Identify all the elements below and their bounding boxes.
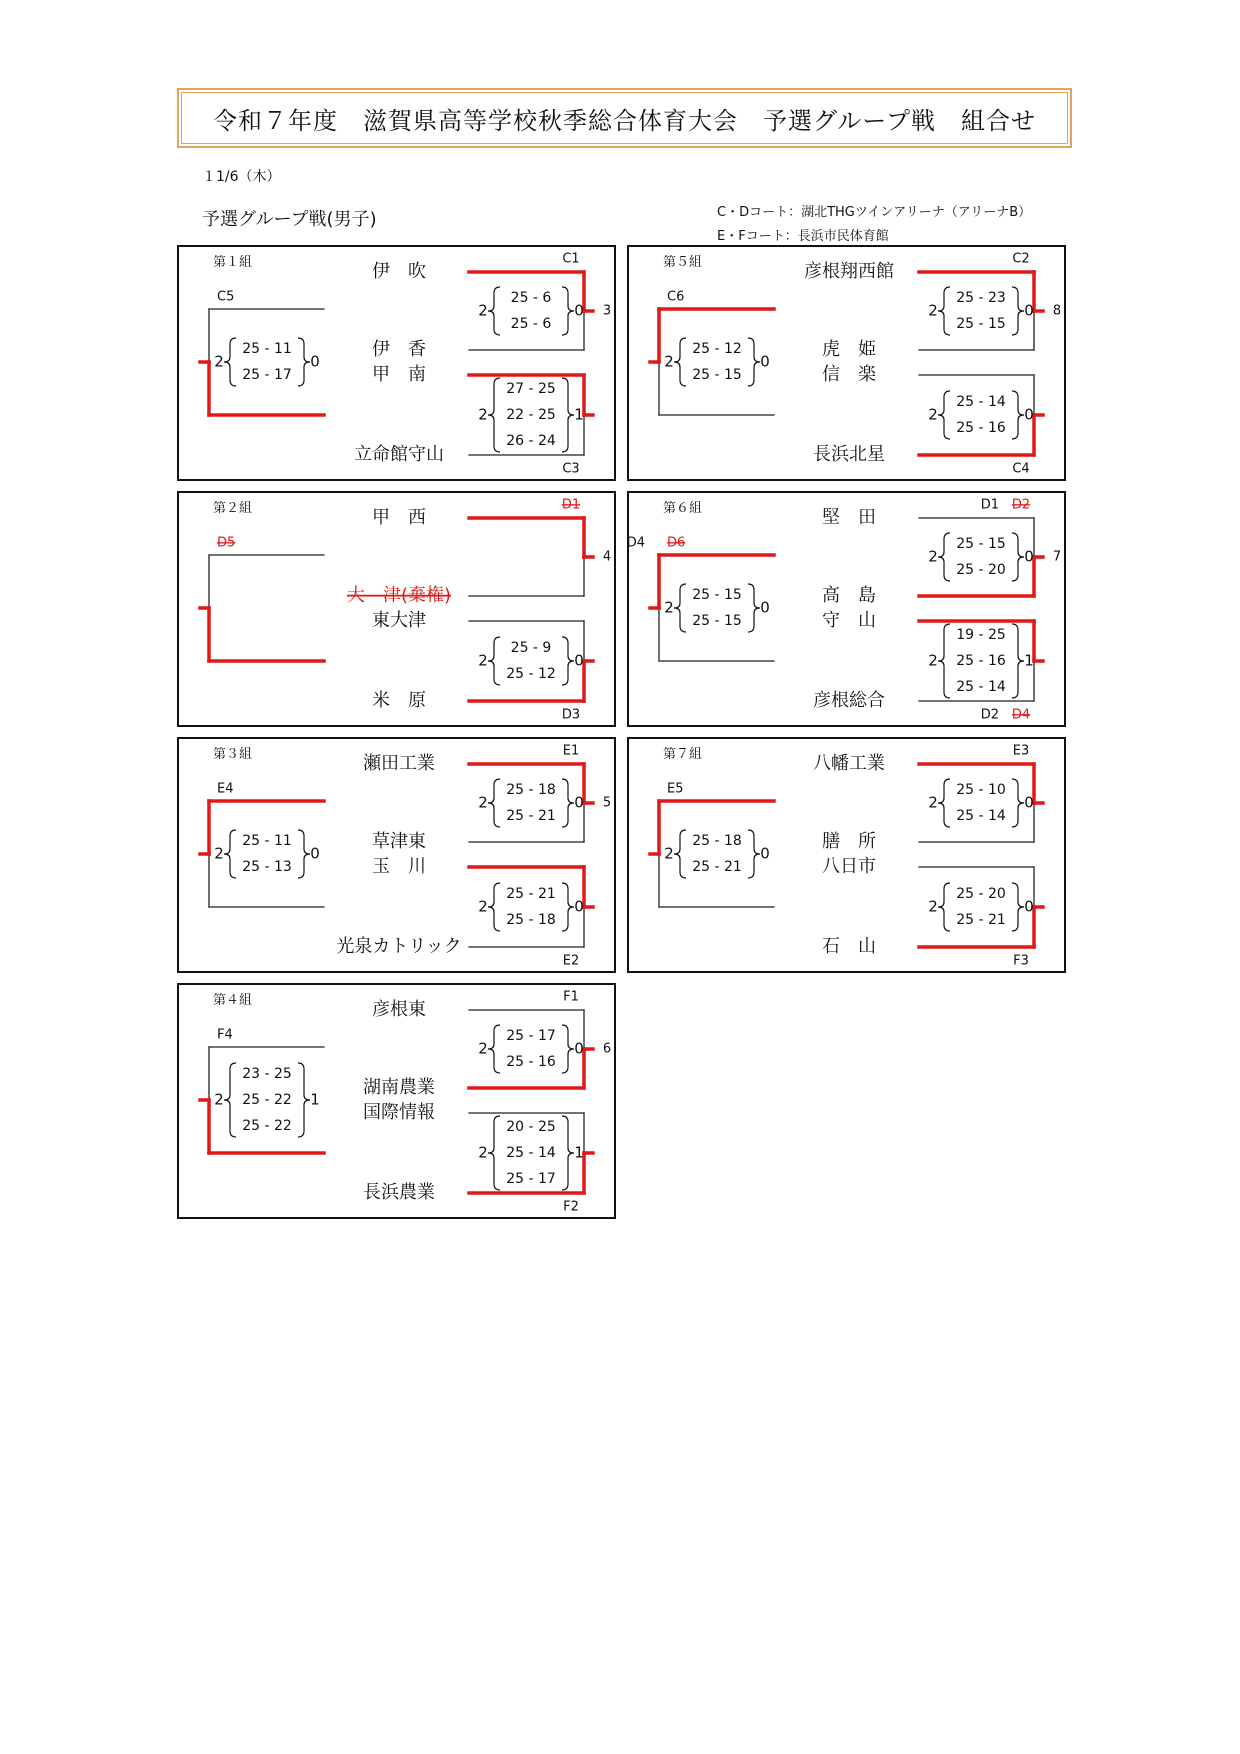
left-match-left-brace (224, 830, 236, 878)
left-match-sets-won-right: 0 (760, 844, 770, 863)
team-name: 長浜北星 (813, 444, 885, 465)
left-match-left-brace (674, 338, 686, 386)
left-match-set-score: 25 - 15 (692, 367, 742, 383)
bottom-match-right-brace (562, 637, 574, 685)
left-match-set-score: 25 - 12 (692, 341, 742, 357)
bottom-match-set-score: 25 - 17 (506, 1171, 556, 1187)
top-match-sets-won-right: 0 (1024, 301, 1034, 320)
team-name: 堅 田 (822, 507, 876, 528)
bottom-match-alt-label: D2 (980, 707, 999, 723)
bottom-match-sets-won-left: 2 (928, 405, 938, 424)
left-match-sets-won-left: 2 (214, 844, 224, 863)
next-match-number: 3 (602, 303, 612, 319)
left-match-set-score: 25 - 17 (242, 367, 292, 383)
bottom-match-sets-won-right: 0 (574, 651, 584, 670)
next-match-number: 4 (602, 549, 612, 565)
bottom-match-label: D4 (1011, 707, 1031, 723)
top-match-set-score: 25 - 16 (506, 1054, 556, 1070)
left-match-set-score: 25 - 11 (242, 341, 292, 357)
group-box (627, 737, 1066, 973)
team-name: 守 山 (822, 610, 876, 631)
next-match-number: 7 (1052, 549, 1062, 565)
top-match-sets-won-left: 2 (478, 301, 488, 320)
team-name: 信 楽 (822, 364, 876, 385)
group-title: 第６組 (663, 501, 703, 516)
top-match-label: F1 (563, 989, 579, 1005)
top-match-sets-won-right: 0 (574, 1039, 584, 1058)
left-match-sets-won-right: 1 (310, 1090, 320, 1109)
group-title: 第７組 (663, 747, 703, 762)
top-match-right-brace (1012, 533, 1024, 581)
group-title: 第２組 (213, 501, 253, 516)
left-match-set-score: 25 - 21 (692, 859, 742, 875)
top-match-sets-won-left: 2 (478, 1039, 488, 1058)
left-match-label: E4 (217, 781, 234, 797)
team-name: 玉 川 (372, 856, 426, 877)
bottom-match-set-score: 25 - 14 (956, 394, 1006, 410)
team-name: 東大津 (372, 610, 426, 631)
left-match-left-brace (224, 338, 236, 386)
team-name: 八幡工業 (813, 753, 885, 774)
bottom-match-left-brace (938, 624, 950, 698)
bracket-svg (629, 739, 1068, 975)
bottom-match-set-score: 27 - 25 (506, 381, 556, 397)
bracket-svg (179, 985, 618, 1221)
top-match-sets-won-right: 0 (1024, 547, 1034, 566)
top-match-left-brace (488, 779, 500, 827)
left-match-right-brace (298, 830, 310, 878)
left-match-label: E5 (667, 781, 684, 797)
page-title: 令和７年度 滋賀県高等学校秋季総合体育大会 予選グループ戦 組合せ (212, 106, 1037, 135)
bottom-match-sets-won-right: 0 (574, 897, 584, 916)
top-match-sets-won-right: 0 (574, 301, 584, 320)
bottom-match-left-brace (488, 637, 500, 685)
top-match-sets-won-left: 2 (478, 793, 488, 812)
bracket-svg (626, 493, 1068, 729)
top-match-right-brace (1012, 287, 1024, 335)
bottom-match-sets-won-right: 0 (1024, 897, 1034, 916)
top-match-right-brace (1012, 779, 1024, 827)
left-match-sets-won-right: 0 (760, 598, 770, 617)
bottom-match-set-score: 25 - 14 (506, 1145, 556, 1161)
date-label: １1/6（木） (202, 169, 281, 185)
bottom-match-sets-won-right: 1 (1024, 651, 1034, 670)
group-title: 第５組 (663, 255, 703, 270)
bottom-match-set-score: 25 - 21 (506, 886, 556, 902)
top-match-set-score: 25 - 18 (506, 782, 556, 798)
team-name: 伊 香 (372, 339, 426, 360)
team-name: 光泉カトリック (336, 936, 462, 957)
top-match-set-score: 25 - 21 (506, 808, 556, 824)
team-name: 湖南農業 (363, 1077, 435, 1098)
bottom-match-set-score: 22 - 25 (506, 407, 556, 423)
bottom-match-sets-won-left: 2 (478, 1143, 488, 1162)
bottom-match-sets-won-right: 0 (1024, 405, 1034, 424)
left-match-set-score: 25 - 15 (692, 587, 742, 603)
team-name: 彦根東 (372, 999, 426, 1020)
top-match-set-score: 25 - 6 (510, 290, 552, 306)
bottom-match-sets-won-right: 1 (574, 405, 584, 424)
left-match-set-score: 25 - 11 (242, 833, 292, 849)
top-match-sets-won-left: 2 (928, 547, 938, 566)
group-box (177, 983, 616, 1219)
team-name: 膳 所 (822, 831, 876, 852)
left-match-sets-won-left: 2 (214, 352, 224, 371)
top-match-left-brace (488, 287, 500, 335)
left-match-label: F4 (217, 1027, 233, 1043)
team-name: 甲 西 (372, 507, 426, 528)
bottom-match-set-score: 20 - 25 (506, 1119, 556, 1135)
team-name: 石 山 (822, 936, 876, 957)
top-match-left-brace (938, 779, 950, 827)
team-name: 虎 姫 (822, 339, 876, 360)
left-match-sets-won-right: 0 (310, 352, 320, 371)
top-match-alt-label: D1 (980, 497, 999, 513)
left-match-right-brace (748, 584, 760, 632)
left-match-set-score: 25 - 22 (242, 1118, 292, 1134)
top-match-sets-won-left: 2 (928, 301, 938, 320)
bracket-svg (179, 247, 618, 483)
top-match-label: E3 (1012, 743, 1030, 759)
group-title: 第１組 (213, 255, 253, 270)
next-match-number: 6 (602, 1041, 612, 1057)
team-name: 八日市 (822, 856, 876, 877)
venue-cd: C・Dコート：湖北THGツインアリーナ（アリーナB） (717, 205, 1032, 220)
team-name: 大 津(棄権) (346, 585, 452, 606)
bottom-match-set-score: 25 - 20 (956, 886, 1006, 902)
top-match-sets-won-left: 2 (928, 793, 938, 812)
team-name: 草津東 (372, 831, 426, 852)
next-match-number: 5 (602, 795, 612, 811)
bottom-match-label: F3 (1013, 953, 1029, 969)
top-match-label: C1 (562, 251, 580, 267)
bottom-match-sets-won-left: 2 (478, 651, 488, 670)
left-match-set-score: 25 - 18 (692, 833, 742, 849)
bracket-svg (629, 247, 1068, 483)
page-title-box (177, 88, 1072, 148)
left-match-sets-won-left: 2 (664, 352, 674, 371)
bottom-match-right-brace (562, 378, 574, 452)
top-match-right-brace (562, 287, 574, 335)
next-match-number: 8 (1052, 303, 1062, 319)
bottom-match-label: C3 (562, 461, 580, 477)
left-match-sets-won-left: 2 (664, 598, 674, 617)
bottom-match-left-brace (488, 883, 500, 931)
group-box (177, 245, 616, 481)
team-name: 瀬田工業 (363, 753, 435, 774)
bottom-match-right-brace (1012, 391, 1024, 439)
group-title: 第３組 (213, 747, 253, 762)
bottom-match-set-score: 25 - 18 (506, 912, 556, 928)
left-match-right-brace (298, 1063, 310, 1137)
left-match-label: C6 (667, 289, 685, 305)
left-match-left-brace (224, 1063, 236, 1137)
left-match-right-brace (298, 338, 310, 386)
bottom-match-label: F2 (563, 1199, 579, 1215)
left-match-left-brace (674, 830, 686, 878)
team-name: 彦根総合 (813, 690, 885, 711)
group-box (177, 737, 616, 973)
group-title: 第４組 (213, 993, 253, 1008)
top-match-label: D2 (1011, 497, 1031, 513)
group-box (627, 491, 1066, 727)
bottom-match-set-score: 25 - 16 (956, 420, 1006, 436)
left-match-sets-won-left: 2 (664, 844, 674, 863)
bottom-match-set-score: 25 - 16 (956, 653, 1006, 669)
bottom-match-right-brace (1012, 883, 1024, 931)
team-name: 伊 吹 (372, 261, 426, 282)
bottom-match-set-score: 25 - 14 (956, 679, 1006, 695)
top-match-set-score: 25 - 20 (956, 562, 1006, 578)
section-subtitle: 予選グループ戦(男子) (202, 209, 377, 230)
left-match-set-score: 25 - 15 (692, 613, 742, 629)
left-match-set-score: 25 - 22 (242, 1092, 292, 1108)
left-match-label: D6 (667, 535, 686, 551)
bottom-match-sets-won-right: 1 (574, 1143, 584, 1162)
bottom-match-right-brace (1012, 624, 1024, 698)
bracket-svg (179, 493, 618, 729)
top-match-label: D1 (561, 497, 581, 513)
top-match-right-brace (562, 779, 574, 827)
left-match-label: D5 (217, 535, 236, 551)
bottom-match-set-score: 25 - 9 (510, 640, 552, 656)
top-match-set-score: 25 - 23 (956, 290, 1006, 306)
top-match-set-score: 25 - 6 (510, 316, 552, 332)
top-match-set-score: 25 - 15 (956, 536, 1006, 552)
team-name: 彦根翔西館 (804, 261, 894, 282)
bottom-match-label: C4 (1012, 461, 1030, 477)
bottom-match-sets-won-left: 2 (928, 651, 938, 670)
team-name: 甲 南 (372, 364, 426, 385)
bottom-match-left-brace (938, 391, 950, 439)
left-match-label: C5 (217, 289, 235, 305)
group-box (627, 245, 1066, 481)
left-match-sets-won-right: 0 (310, 844, 320, 863)
left-match-left-brace (674, 584, 686, 632)
bottom-match-left-brace (938, 883, 950, 931)
bottom-match-set-score: 25 - 12 (506, 666, 556, 682)
left-match-right-brace (748, 338, 760, 386)
top-match-label: C2 (1012, 251, 1030, 267)
team-name: 米 原 (372, 690, 426, 711)
top-match-sets-won-right: 0 (1024, 793, 1034, 812)
bottom-match-left-brace (488, 378, 500, 452)
team-name: 高 島 (822, 585, 876, 606)
team-name: 長浜農業 (363, 1182, 435, 1203)
top-match-left-brace (488, 1025, 500, 1073)
bottom-match-sets-won-left: 2 (928, 897, 938, 916)
team-name: 国際情報 (363, 1102, 435, 1123)
top-match-left-brace (938, 533, 950, 581)
left-match-set-score: 25 - 13 (242, 859, 292, 875)
top-match-set-score: 25 - 15 (956, 316, 1006, 332)
bottom-match-set-score: 19 - 25 (956, 627, 1006, 643)
bottom-match-right-brace (562, 1116, 574, 1190)
left-match-set-score: 23 - 25 (242, 1066, 292, 1082)
top-match-sets-won-right: 0 (574, 793, 584, 812)
bottom-match-label: E2 (562, 953, 580, 969)
bottom-match-set-score: 26 - 24 (506, 433, 556, 449)
top-match-label: E1 (562, 743, 580, 759)
bottom-match-sets-won-left: 2 (478, 405, 488, 424)
bottom-match-right-brace (562, 883, 574, 931)
left-match-right-brace (748, 830, 760, 878)
bottom-match-set-score: 25 - 21 (956, 912, 1006, 928)
left-match-alt-label: D4 (626, 535, 645, 551)
venue-ef: E・Fコート：長浜市民体育館 (717, 229, 889, 244)
bracket-svg (179, 739, 618, 975)
top-match-set-score: 25 - 17 (506, 1028, 556, 1044)
bottom-match-label: D3 (561, 707, 581, 723)
left-match-sets-won-right: 0 (760, 352, 770, 371)
bottom-match-sets-won-left: 2 (478, 897, 488, 916)
top-match-set-score: 25 - 10 (956, 782, 1006, 798)
top-match-set-score: 25 - 14 (956, 808, 1006, 824)
bottom-match-left-brace (488, 1116, 500, 1190)
left-match-sets-won-left: 2 (214, 1090, 224, 1109)
team-name: 立命館守山 (354, 444, 444, 465)
top-match-right-brace (562, 1025, 574, 1073)
group-box (177, 491, 616, 727)
top-match-left-brace (938, 287, 950, 335)
